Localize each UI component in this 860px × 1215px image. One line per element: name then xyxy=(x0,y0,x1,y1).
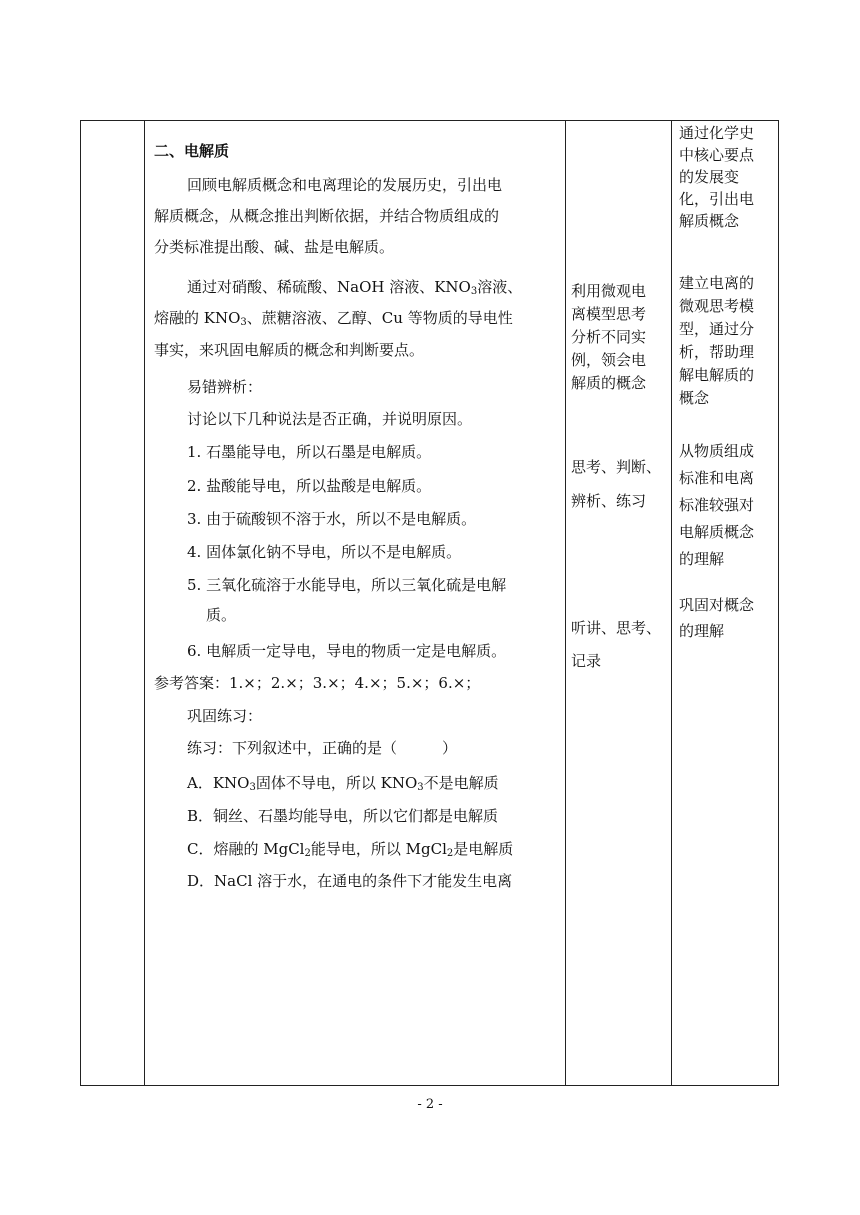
paragraph-line: 解质概念，从概念推出判断依据，并结合物质组成的 xyxy=(154,207,500,225)
intent-line: 标准和电离 xyxy=(679,469,755,487)
paragraph-line: 事实，来巩固电解质的概念和判断要点。 xyxy=(154,341,425,359)
activity-line: 辨析、练习 xyxy=(571,492,647,510)
intent-line: 的理解 xyxy=(679,622,725,640)
intent-line: 建立电离的 xyxy=(679,274,755,292)
intent-line: 化，引出电 xyxy=(679,190,755,208)
option-d: D．NaCl 溶于水，在通电的条件下才能发生电离 xyxy=(187,872,513,890)
intent-line: 标准较强对 xyxy=(679,496,755,514)
teaching-content-column xyxy=(144,121,564,1085)
activity-line: 分析不同实 xyxy=(571,328,647,346)
intent-line: 概念 xyxy=(679,389,710,407)
page-number: - 2 - xyxy=(417,1097,443,1112)
statement-item: 6. 电解质一定导电，导电的物质一定是电解质。 xyxy=(187,642,507,660)
statement-item: 4. 固体氯化钠不导电，所以不是电解质。 xyxy=(187,543,462,561)
option-a: A．$KNO_3$固体不导电，所以 $KNO_3$不是电解质 xyxy=(187,774,499,793)
statement-item: 3. 由于硫酸钡不溶于水，所以不是电解质。 xyxy=(187,510,477,528)
intent-line: 的理解 xyxy=(679,550,725,568)
design-intent-column xyxy=(671,121,779,1085)
activity-line: 解质的概念 xyxy=(571,374,647,392)
intent-line: 微观思考模 xyxy=(679,297,755,315)
paragraph-line: 回顾电解质概念和电离理论的发展历史，引出电 xyxy=(187,176,503,194)
paragraph-line: 通过对硝酸、稀硫酸、NaOH 溶液、$KNO_3$溶液、 xyxy=(187,278,523,297)
intent-line: 的发展变 xyxy=(679,168,740,186)
activity-line: 记录 xyxy=(571,652,602,670)
statement-item: 1. 石墨能导电，所以石墨是电解质。 xyxy=(187,443,432,461)
intent-line: 电解质概念 xyxy=(679,523,755,541)
statement-item-continued: 质。 xyxy=(206,606,237,624)
paragraph-line: 分类标准提出酸、碱、盐是电解质。 xyxy=(154,238,395,256)
activity-line: 离模型思考 xyxy=(571,305,647,323)
intent-line: 中核心要点 xyxy=(679,146,755,164)
reference-answer: 参考答案：1.×；2.×；3.×；4.×；5.×；6.×； xyxy=(154,674,481,692)
intent-line: 巩固对概念 xyxy=(679,596,755,614)
student-activity-column xyxy=(565,121,670,1085)
activity-line: 利用微观电 xyxy=(571,282,647,300)
intent-line: 从物质组成 xyxy=(679,442,755,460)
statement-item: 2. 盐酸能导电，所以盐酸是电解质。 xyxy=(187,477,432,495)
practice-title: 巩固练习： xyxy=(187,707,263,725)
practice-question: 练习：下列叙述中，正确的是（ ） xyxy=(187,739,458,757)
intent-line: 析，帮助理 xyxy=(679,343,755,361)
section-heading: 二、电解质 xyxy=(154,142,230,160)
activity-line: 例，领会电 xyxy=(571,351,647,369)
intent-line: 解质概念 xyxy=(679,212,740,230)
option-b: B．铜丝、石墨均能导电，所以它们都是电解质 xyxy=(187,807,499,825)
statement-item: 5. 三氧化硫溶于水能导电，所以三氧化硫是电解 xyxy=(187,576,507,594)
error-analysis-title: 易错辨析： xyxy=(187,378,263,396)
intent-line: 通过化学史 xyxy=(679,124,755,142)
lesson-table xyxy=(80,120,779,1086)
paragraph-line: 熔融的 $KNO_3$、蔗糖溶液、乙醇、Cu 等物质的导电性 xyxy=(154,309,513,328)
option-c: C．熔融的 MgCl$_2$能导电，所以 MgCl$_2$是电解质 xyxy=(187,840,514,859)
activity-line: 思考、判断、 xyxy=(571,458,662,476)
discussion-prompt: 讨论以下几种说法是否正确，并说明原因。 xyxy=(187,410,473,428)
intent-line: 型，通过分 xyxy=(679,320,755,338)
intent-line: 解电解质的 xyxy=(679,366,755,384)
activity-line: 听讲、思考、 xyxy=(571,619,662,637)
